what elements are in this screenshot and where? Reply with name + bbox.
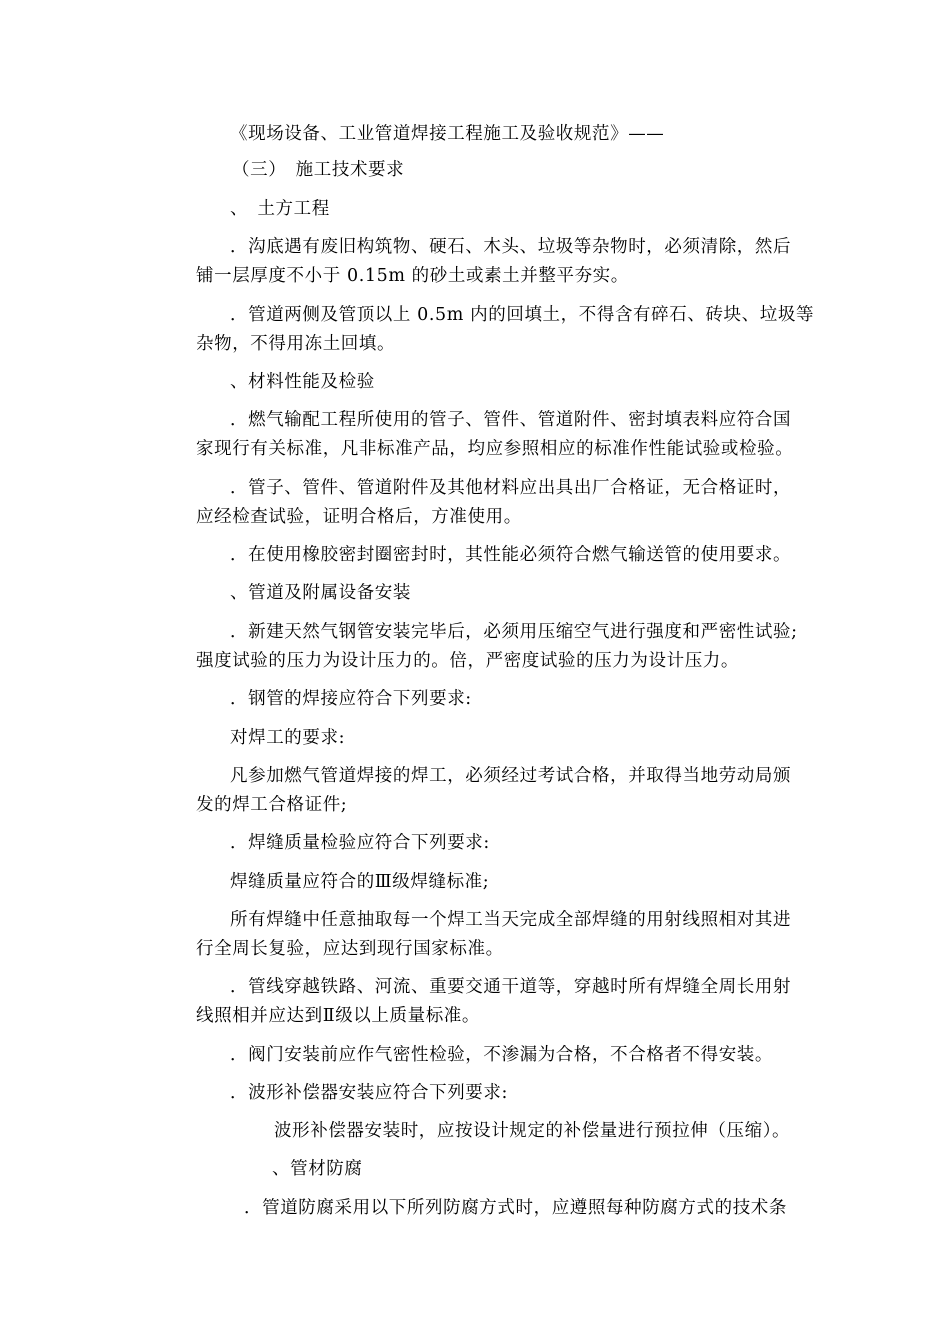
paragraph-line: 强度试验的压力为设计压力的。倍，严密度试验的压力为设计压力。	[196, 651, 739, 671]
paragraph-line: ．管子、管件、管道附件及其他材料应出具出厂合格证，无合格证时，	[230, 478, 792, 498]
heading-pipe-anticorrosion: 、管材防腐	[272, 1159, 363, 1179]
paragraph-line: 家现行有关标准，凡非标准产品，均应参照相应的标准作性能试验或检验。	[196, 439, 794, 459]
paragraph-line: 铺一层厚度不小于 0.15m 的砂土或素土并整平夯实。	[196, 266, 629, 286]
paragraph-line: ．管道两侧及管顶以上 0.5m 内的回填土，不得含有碎石、砖块、垃圾等	[230, 305, 815, 325]
paragraph-line: 杂物，不得用冻土回填。	[196, 334, 396, 354]
paragraph-line: 焊缝质量应符合的Ⅲ级焊缝标准;	[230, 872, 490, 892]
heading-standard-reference: 《现场设备、工业管道焊接工程施工及验收规范》——	[230, 124, 665, 144]
paragraph-line: ．管线穿越铁路、河流、重要交通干道等，穿越时所有焊缝全周长用射	[230, 977, 792, 997]
paragraph-line: 线照相并应达到Ⅱ级以上质量标准。	[196, 1006, 480, 1026]
paragraph-line: 发的焊工合格证件;	[196, 795, 348, 815]
paragraph-line: 行全周长复验，应达到现行国家标准。	[196, 939, 504, 959]
paragraph-line: ．钢管的焊接应符合下列要求:	[230, 689, 472, 709]
paragraph-line: ．管道防腐采用以下所列防腐方式时，应遵照每种防腐方式的技术条	[244, 1198, 787, 1218]
paragraph-line: 凡参加燃气管道焊接的焊工，必须经过考试合格，并取得当地劳动局颁	[230, 766, 792, 786]
paragraph-line: ．波形补偿器安装应符合下列要求:	[230, 1083, 508, 1103]
heading-earthwork: 、 土方工程	[230, 199, 330, 219]
paragraph-line: 波形补偿器安装时，应按设计规定的补偿量进行预拉伸（压缩）。	[274, 1121, 791, 1141]
paragraph-line: ．新建天然气钢管安装完毕后，必须用压缩空气进行强度和严密性试验;	[230, 622, 798, 642]
heading-material-inspection: 、材料性能及检验	[230, 372, 375, 392]
paragraph-line: ．焊缝质量检验应符合下列要求:	[230, 833, 490, 853]
paragraph-line: 对焊工的要求:	[230, 728, 346, 748]
paragraph-line: 所有焊缝中任意抽取每一个焊工当天完成全部焊缝的用射线照相对其进	[230, 910, 792, 930]
heading-section-three: （三） 施工技术要求	[232, 160, 405, 180]
paragraph-line: ．阀门安装前应作气密性检验，不渗漏为合格，不合格者不得安装。	[230, 1045, 773, 1065]
heading-pipeline-installation: 、管道及附属设备安装	[230, 583, 411, 603]
paragraph-line: 应经检查试验，证明合格后，方准使用。	[196, 507, 522, 527]
paragraph-line: ．沟底遇有废旧构筑物、硬石、木头、垃圾等杂物时，必须清除，然后	[230, 237, 792, 257]
paragraph-line: ．在使用橡胶密封圈密封时，其性能必须符合燃气输送管的使用要求。	[230, 545, 792, 565]
paragraph-line: ．燃气输配工程所使用的管子、管件、管道附件、密封填表料应符合国	[230, 410, 792, 430]
